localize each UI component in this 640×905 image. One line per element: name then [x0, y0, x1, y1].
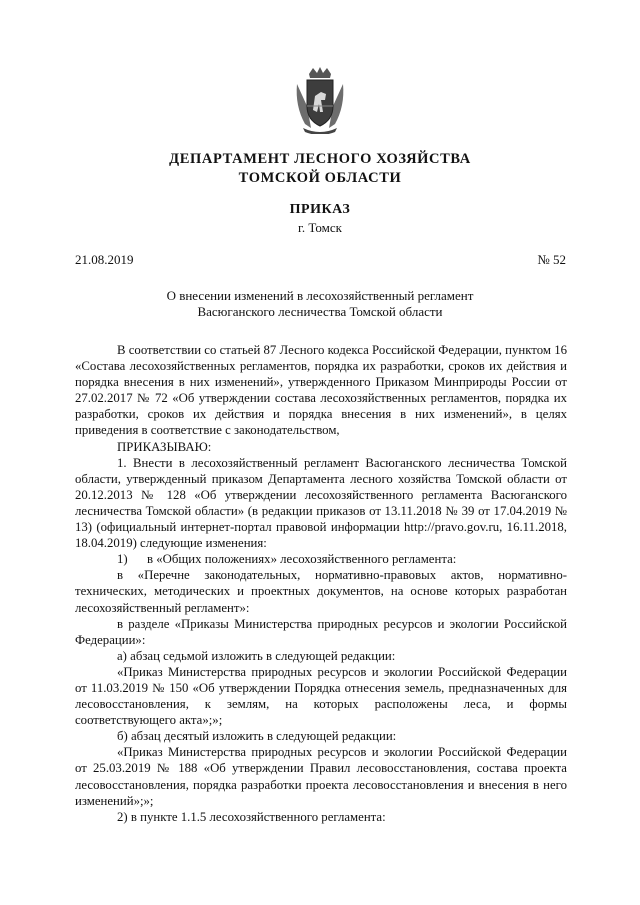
subject-line2: Васюганского лесничества Томской области — [197, 304, 443, 319]
preamble-paragraph: В соответствии со статьей 87 Лесного кодекса Российской Федерации, пунктом 16 «Состава лесохозяйственных регламентов, порядка их разработки, сроков их действия и порядка внесения в них изменений», утвержденного Приказом Минприроды России от 27.02.2017 № 72 «Об утверждении состава лесохозяйственных регламентов, порядка их разработки, сроков их действия и порядка внесения в них изменений», в целях приведения в соответствие с законодательством, — [75, 343, 567, 438]
item-1-paragraph: 1. Внести в лесохозяйственный регламент Васюганского лесничества Томской области, утвержденный приказом Департамента лесного хозяйства Томской области от 20.12.2013 № 128 «Об утверждении лесохозяйственного регламента Васюганского лесничества Томской области» (в редакции приказов от 13.11.2018 № 39 от 17.04.2019 № 13) (официальный интернет-портал правовой информации http://pravo.gov.ru, 16.11.2018, 18.04.2019) следующие изменения: — [75, 455, 567, 551]
amendment-a-text: «Приказ Министерства природных ресурсов и экологии Российской Федерации от 11.03.2019 № 150 «Об утверждении Порядка отнесения земель, предназначенных для лесовосстановления, к землям, на которых расположены леса, и формы соответствующего акта»;»; — [75, 664, 567, 728]
item-2-paragraph: 2) в пункте 1.1.5 лесохозяйственного регламента: — [117, 809, 386, 824]
department-name-line2: ТОМСКОЙ ОБЛАСТИ — [238, 170, 402, 186]
document-date: 21.08.2019 — [75, 252, 134, 267]
order-word: ПРИКАЗЫВАЮ: — [117, 439, 212, 454]
city: г. Томск — [298, 220, 342, 235]
amendment-b-paragraph: б) абзац десятый изложить в следующей редакции: — [117, 729, 397, 744]
document-body — [75, 342, 567, 825]
subitem-1-number: 1) — [117, 552, 128, 567]
section-paragraph: в разделе «Приказы Министерства природных ресурсов и экологии Российской Федерации»: — [75, 616, 567, 647]
document-type: ПРИКАЗ — [289, 202, 351, 217]
list-paragraph: в «Перечне законодательных, нормативно-правовых актов, нормативно-технических, методических и проектных документов, на основе которых разработан лесохозяйственный регламент»: — [75, 568, 567, 615]
subject-line1: О внесении изменений в лесохозяйственный регламент — [166, 288, 474, 303]
subitem-1-paragraph — [75, 551, 567, 567]
amendment-a-paragraph: а) абзац седьмой изложить в следующей редакции: — [117, 648, 396, 663]
department-name-line1: ДЕПАРТАМЕНТ ЛЕСНОГО ХОЗЯЙСТВА — [169, 151, 471, 167]
document-number: № 52 — [537, 252, 566, 267]
coat-of-arms-icon — [293, 66, 347, 134]
amendment-b-text: «Приказ Министерства природных ресурсов и экологии Российской Федерации от 25.03.2019 № 188 «Об утверждении Правил лесовосстановления, состава проекта лесовосстановления, порядка разработки проекта лесовосстановления и внесения в него изменений»;»; — [75, 745, 567, 808]
subitem-1-text: в «Общих положениях» лесохозяйственного регламента: — [147, 552, 457, 567]
